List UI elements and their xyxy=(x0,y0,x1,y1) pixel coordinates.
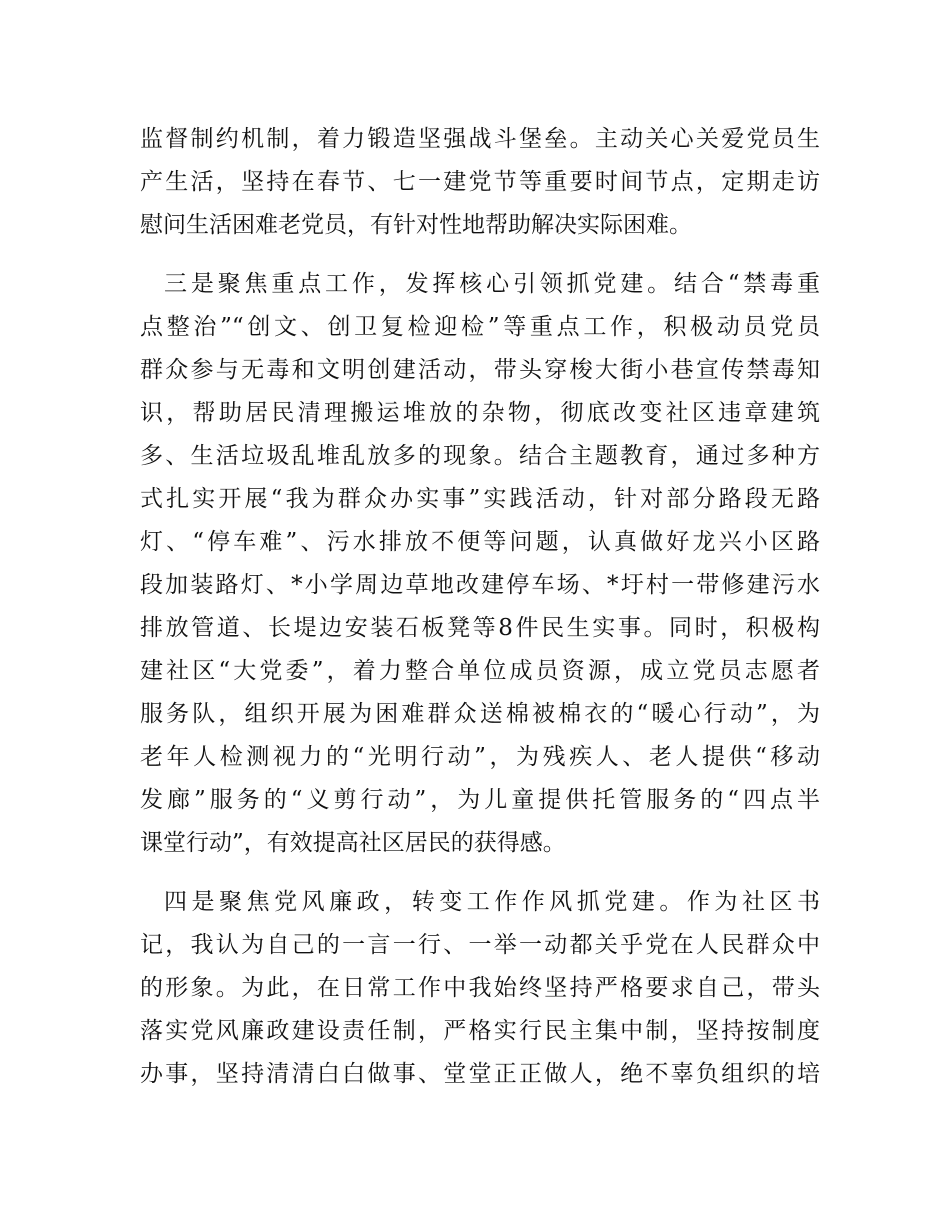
paragraph-2-line-12: 老年人检测视力的“光明行动”，为残疾人、老人提供“移动 xyxy=(140,744,820,770)
paragraph-3-line-2: 记，我认为自己的一言一行、一举一动都关乎党在人民群众中 xyxy=(140,932,820,958)
paragraph-2-line-4: 识，帮助居民清理搬运堆放的杂物，彻底改变社区违章建筑 xyxy=(140,400,820,426)
paragraph-2-line-7: 灯、“停车难”、污水排放不便等问题，认真做好龙兴小区路 xyxy=(140,529,820,555)
paragraph-3-line-4: 落实党风廉政建设责任制，严格实行民主集中制，坚持按制度 xyxy=(140,1018,820,1044)
paragraph-2-line-2: 点整治”“创文、创卫复检迎检”等重点工作，积极动员党员 xyxy=(140,314,820,340)
paragraph-1-line-1: 监督制约机制，着力锻造坚强战斗堡垒。主动关心关爱党员生 xyxy=(140,126,820,152)
paragraph-2-line-6: 式扎实开展“我为群众办实事”实践活动，针对部分路段无路 xyxy=(140,486,820,512)
paragraph-1-line-2: 产生活，坚持在春节、七一建党节等重要时间节点，定期走访 xyxy=(140,169,820,195)
paragraph-2-line-1: 三是聚焦重点工作，发挥核心引领抓党建。结合“禁毒重 xyxy=(164,271,820,297)
paragraph-2-line-5: 多、生活垃圾乱堆乱放多的现象。结合主题教育，通过多种方 xyxy=(140,443,820,469)
paragraph-3-line-5: 办事，坚持清清白白做事、堂堂正正做人，绝不辜负组织的培 xyxy=(140,1061,820,1087)
paragraph-2-line-8: 段加装路灯、*小学周边草地改建停车场、*圩村一带修建污水 xyxy=(140,572,820,598)
paragraph-2-line-9: 排放管道、长堤边安装石板凳等8件民生实事。同时，积极构 xyxy=(140,615,820,641)
paragraph-3-line-3: 的形象。为此，在日常工作中我始终坚持严格要求自己，带头 xyxy=(140,975,820,1001)
paragraph-2-line-13: 发廊”服务的“义剪行动”，为儿童提供托管服务的“四点半 xyxy=(140,787,820,813)
paragraph-1-line-3: 慰问生活困难老党员，有针对性地帮助解决实际困难。 xyxy=(140,212,692,238)
paragraph-2-line-3: 群众参与无毒和文明创建活动，带头穿梭大街小巷宣传禁毒知 xyxy=(140,357,820,383)
paragraph-2-line-14: 课堂行动”，有效提高社区居民的获得感。 xyxy=(140,830,566,856)
paragraph-3-line-1: 四是聚焦党风廉政，转变工作作风抓党建。作为社区书 xyxy=(164,889,820,915)
paragraph-2-line-10: 建社区“大党委”，着力整合单位成员资源，成立党员志愿者 xyxy=(140,658,820,684)
paragraph-2-line-11: 服务队，组织开展为困难群众送棉被棉衣的“暖心行动”，为 xyxy=(140,701,820,727)
